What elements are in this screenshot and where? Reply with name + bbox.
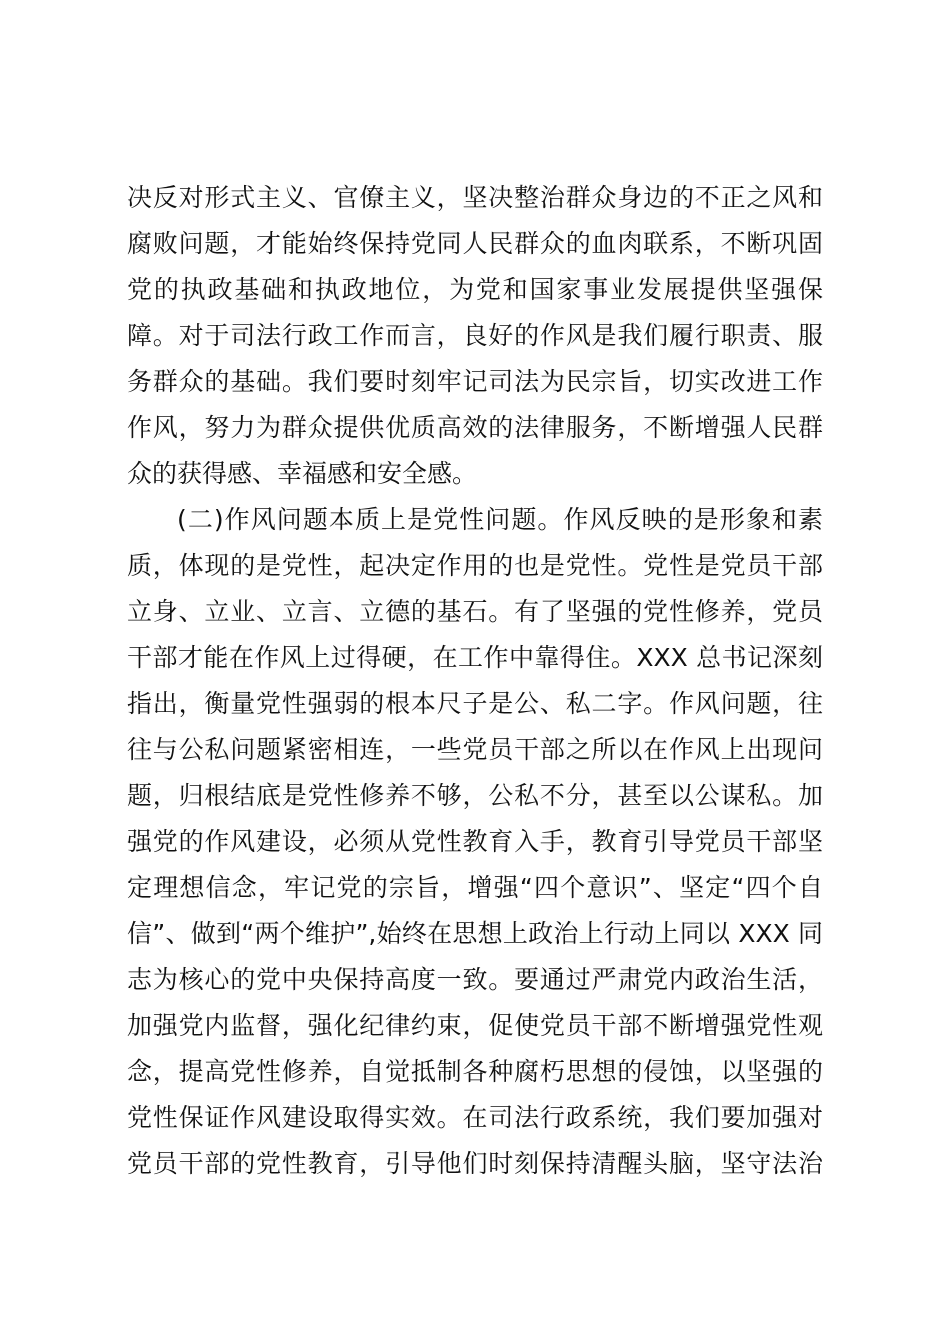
text-line: 往与公私问题紧密相连，一些党员干部之所以在作风上出现问 bbox=[127, 735, 823, 764]
text-line: 党员干部的党性教育，引导他们时刻保持清醒头脑，坚守法治 bbox=[127, 1149, 823, 1178]
text-line: 质，体现的是党性，起决定作用的也是党性。党性是党员干部 bbox=[127, 551, 823, 580]
text-line: 党性保证作风建设取得实效。在司法行政系统，我们要加强对 bbox=[127, 1103, 823, 1132]
text-line: 务群众的基础。我们要时刻牢记司法为民宗旨，切实改进工作 bbox=[127, 367, 823, 396]
text-line: 众的获得感、幸福感和安全感。 bbox=[127, 459, 478, 488]
text-line: 干部才能在作风上过得硬，在工作中靠得住。XXX 总书记深刻 bbox=[127, 643, 823, 672]
text-line: 强党的作风建设，必须从党性教育入手，教育引导党员干部坚 bbox=[127, 827, 823, 856]
text-line: 信”、做到“两个维护”,始终在思想上政治上行动上同以 XXX 同 bbox=[127, 919, 823, 948]
text-line: 作风，努力为群众提供优质高效的法律服务，不断增强人民群 bbox=[127, 413, 823, 442]
text-line: 念，提高党性修养，自觉抵制各种腐朽思想的侵蚀，以坚强的 bbox=[127, 1057, 823, 1086]
paragraph-heading-line: (二)作风问题本质上是党性问题。作风反映的是形象和素 bbox=[177, 505, 823, 534]
text-line: 立身、立业、立言、立德的基石。有了坚强的党性修养，党员 bbox=[127, 597, 823, 626]
text-line: 加强党内监督，强化纪律约束，促使党员干部不断增强党性观 bbox=[127, 1011, 823, 1040]
text-line: 党的执政基础和执政地位，为党和国家事业发展提供坚强保 bbox=[127, 275, 823, 304]
text-line: 题，归根结底是党性修养不够，公私不分，甚至以公谋私。加 bbox=[127, 781, 823, 810]
text-line: 志为核心的党中央保持高度一致。要通过严肃党内政治生活， bbox=[127, 965, 823, 994]
text-line: 障。对于司法行政工作而言，良好的作风是我们履行职责、服 bbox=[127, 321, 823, 350]
text-line: 腐败问题，才能始终保持党同人民群众的血肉联系，不断巩固 bbox=[127, 229, 823, 258]
text-line: 指出，衡量党性强弱的根本尺子是公、私二字。作风问题，往 bbox=[127, 689, 823, 718]
text-line: 定理想信念，牢记党的宗旨，增强“四个意识”、坚定“四个自 bbox=[127, 873, 823, 902]
text-line: 决反对形式主义、官僚主义，坚决整治群众身边的不正之风和 bbox=[127, 183, 823, 212]
